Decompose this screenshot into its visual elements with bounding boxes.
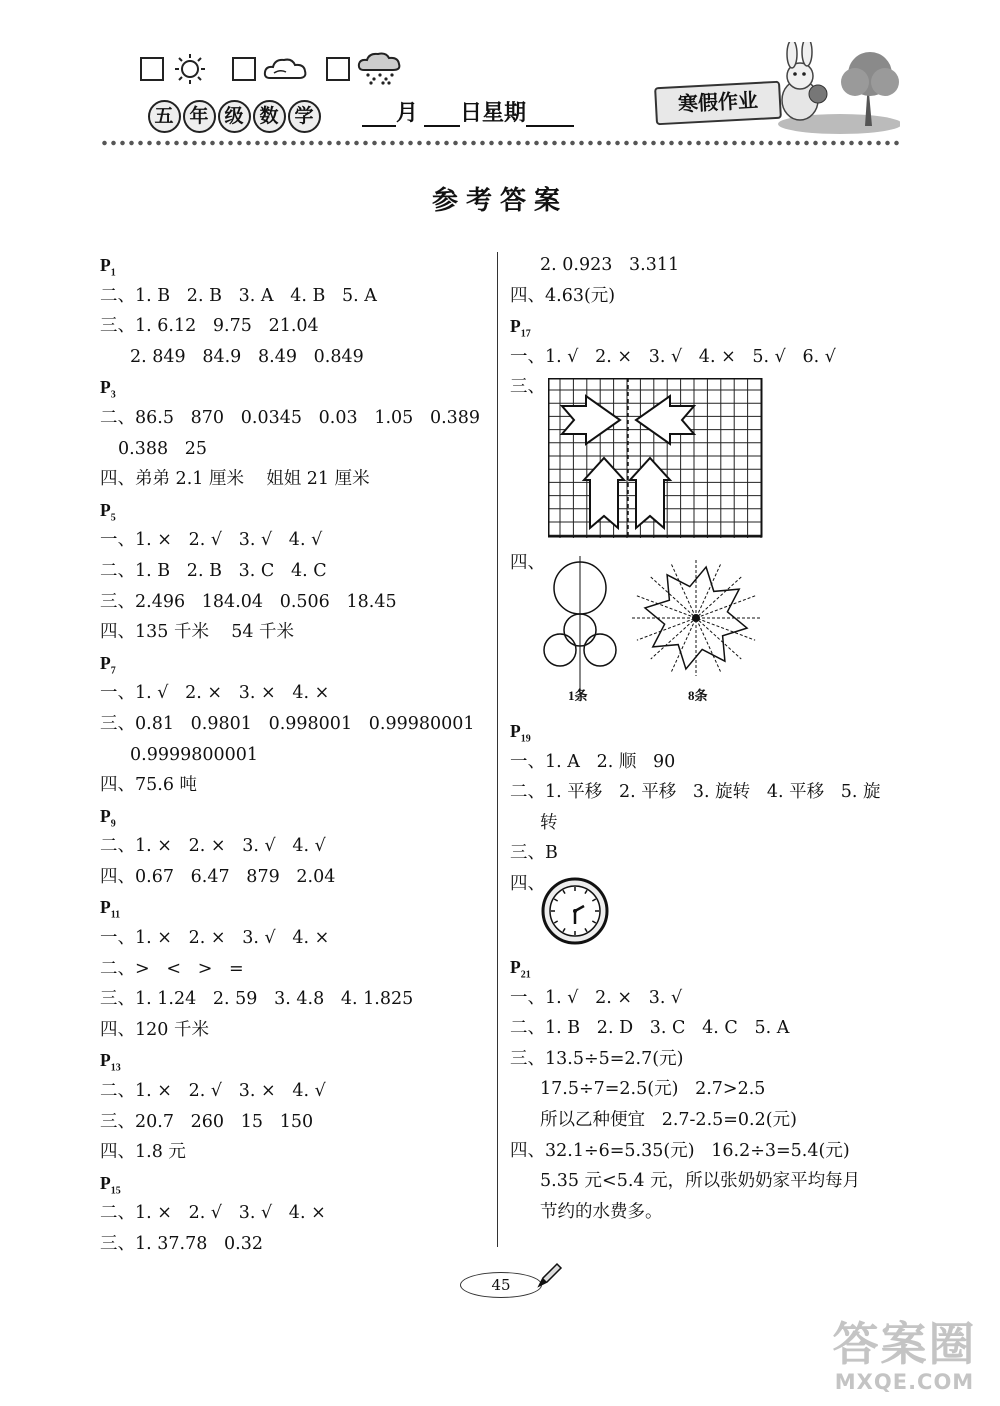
answer-line: 二、1. 平移 2. 平移 3. 旋转 4. 平移 5. 旋 bbox=[510, 782, 881, 803]
cloudy-checkbox[interactable] bbox=[232, 57, 256, 81]
answer-line: 转 bbox=[540, 812, 558, 833]
answer-line: 一、1. × 2. × 3. √ 4. × bbox=[100, 928, 330, 949]
answer-line: 四、75.6 吨 bbox=[100, 775, 198, 796]
day-label: 日星期 bbox=[460, 101, 527, 126]
answer-line: 一、1. √ 2. × 3. √ bbox=[510, 987, 683, 1008]
month-label: 月 bbox=[396, 101, 419, 126]
answer-line: 四、4.63(元) bbox=[510, 285, 616, 306]
answer-line: 三、1. 1.24 2. 59 3. 4.8 4. 1.825 bbox=[100, 989, 414, 1010]
answer-line: 二、> < > = bbox=[100, 958, 244, 979]
answer-line: 一、1. √ 2. × 3. √ 4. × 5. √ 6. √ bbox=[510, 346, 836, 367]
grade-char: 级 bbox=[218, 100, 251, 133]
month-blank[interactable] bbox=[362, 103, 396, 127]
page-heading: $P_{17}$ bbox=[510, 316, 531, 340]
answer-line: 四、120 千米 bbox=[100, 1019, 209, 1040]
answer-line: 四、32.1÷6=5.35(元) 16.2÷3=5.4(元) bbox=[510, 1140, 850, 1161]
column-divider bbox=[497, 252, 498, 1247]
watermark-url: MXQE.COM bbox=[834, 1370, 975, 1394]
weekday-blank[interactable] bbox=[526, 103, 574, 127]
page-heading: $P_{19}$ bbox=[510, 721, 531, 745]
page-heading: $P_3$ bbox=[100, 377, 116, 401]
page-number: 45 bbox=[460, 1272, 542, 1298]
answer-line: 2. 849 84.9 8.49 0.849 bbox=[130, 346, 364, 367]
pencil-icon bbox=[535, 1260, 565, 1290]
answer-line: 三、2.496 184.04 0.506 18.45 bbox=[100, 591, 397, 612]
answer-line: 5.35 元<5.4 元，所以张奶奶家平均每月 bbox=[540, 1171, 861, 1192]
day-blank[interactable] bbox=[424, 103, 460, 127]
answer-line: 三、20.7 260 15 150 bbox=[100, 1111, 314, 1132]
answer-line: 三、0.81 0.9801 0.998001 0.99980001 bbox=[100, 713, 475, 734]
header-divider bbox=[100, 139, 900, 147]
sun-icon bbox=[170, 52, 210, 86]
answer-line: 二、1. B 2. D 3. C 4. C 5. A bbox=[510, 1018, 790, 1039]
page-heading: $P_1$ bbox=[100, 255, 116, 279]
answer-line: 所以乙种便宜 2.7-2.5=0.2(元) bbox=[540, 1109, 797, 1130]
answer-line: 一、1. A 2. 顺 90 bbox=[510, 751, 676, 772]
answer-line: 四、135 千米 54 千米 bbox=[100, 622, 295, 643]
answer-line: 一、1. × 2. √ 3. √ 4. √ bbox=[100, 530, 323, 551]
holiday-homework-badge: 寒假作业 bbox=[654, 81, 782, 126]
page-heading: $P_9$ bbox=[100, 805, 116, 830]
date-line bbox=[362, 96, 574, 127]
rainy-option bbox=[326, 52, 404, 86]
answer-line: 17.5÷7=2.5(元) 2.7>2.5 bbox=[540, 1079, 766, 1100]
left-column bbox=[100, 250, 490, 1260]
answer-line: 二、1. × 2. √ 3. √ 4. × bbox=[100, 1203, 326, 1224]
answer-line: 2. 0.923 3.311 bbox=[540, 255, 680, 275]
symmetry-axis-count: 1条 bbox=[568, 688, 588, 703]
symmetry-figures bbox=[540, 556, 770, 696]
answer-line: 三、B bbox=[510, 843, 558, 864]
grade-subject-title bbox=[148, 100, 323, 133]
right-column-p21 bbox=[510, 952, 910, 1227]
cloudy-option bbox=[232, 52, 310, 86]
grade-char: 数 bbox=[253, 100, 286, 133]
watermark-logo-text: 答案圈 bbox=[832, 1317, 977, 1371]
answer-line: 节约的水费多。 bbox=[540, 1201, 663, 1222]
rainy-checkbox[interactable] bbox=[326, 57, 350, 81]
answer-line: 三、 bbox=[510, 377, 545, 398]
watermark bbox=[812, 1318, 997, 1394]
weather-checkboxes bbox=[140, 52, 210, 86]
cloud-icon bbox=[262, 52, 310, 86]
page-heading: $P_{15}$ bbox=[100, 1172, 121, 1197]
answer-line: 三、1. 37.78 0.32 bbox=[100, 1234, 264, 1254]
grade-char: 学 bbox=[288, 100, 321, 133]
rabbit-tree-illustration bbox=[770, 42, 900, 134]
answer-line: 二、1. × 2. × 3. √ 4. √ bbox=[100, 836, 326, 857]
answer-line: 二、86.5 870 0.0345 0.03 1.05 0.389 bbox=[100, 407, 481, 428]
clock-icon bbox=[540, 876, 610, 946]
right-column-bottom bbox=[510, 716, 910, 900]
answer-line: 0.388 25 bbox=[118, 438, 208, 459]
answer-line: 二、1. B 2. B 3. A 4. B 5. A bbox=[100, 285, 377, 306]
page-heading: $P_{21}$ bbox=[510, 957, 531, 981]
grade-char: 年 bbox=[183, 100, 216, 133]
rain-cloud-icon bbox=[356, 52, 404, 86]
answer-line: 一、1. √ 2. × 3. × 4. × bbox=[100, 683, 330, 704]
answer-line: 二、1. B 2. B 3. C 4. C bbox=[100, 560, 327, 581]
sunny-checkbox[interactable] bbox=[140, 57, 164, 81]
answer-line: 四、1.8 元 bbox=[100, 1142, 186, 1163]
answer-line: 二、1. × 2. √ 3. × 4. √ bbox=[100, 1081, 326, 1102]
page-heading: $P_{11}$ bbox=[100, 897, 121, 921]
page-heading: $P_{13}$ bbox=[100, 1050, 121, 1074]
grid-arrows-figure bbox=[548, 378, 764, 538]
answer-line: 三、1. 6.12 9.75 21.04 bbox=[100, 316, 319, 337]
answer-line: 四、0.67 6.47 879 2.04 bbox=[100, 866, 336, 887]
page-title: 参考答案 bbox=[431, 186, 568, 216]
answer-line: 四、弟弟 2.1 厘米 姐姐 21 厘米 bbox=[100, 469, 370, 490]
grade-char: 五 bbox=[148, 100, 181, 133]
page-heading: $P_7$ bbox=[100, 652, 116, 677]
symmetry-axis-count: 8条 bbox=[688, 688, 708, 703]
answer-line: 四、 bbox=[510, 553, 545, 573]
answer-line: 0.9999800001 bbox=[130, 744, 259, 765]
answer-line: 三、13.5÷5=2.7(元) bbox=[510, 1048, 684, 1069]
page-heading: $P_5$ bbox=[100, 499, 116, 524]
answer-line: 四、 bbox=[510, 873, 545, 894]
